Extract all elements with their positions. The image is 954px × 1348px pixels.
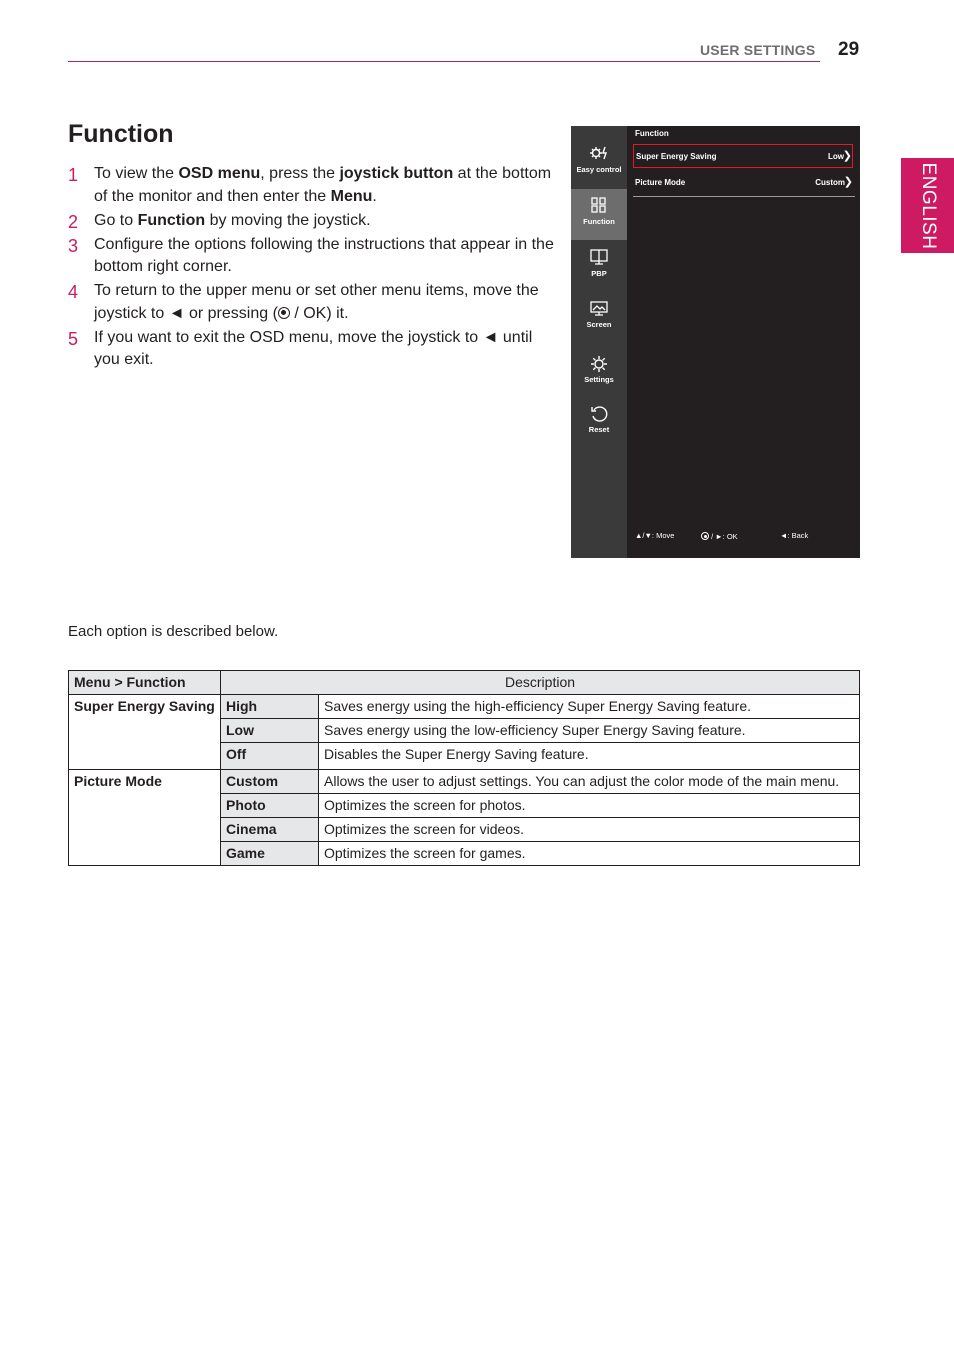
- intro-text: Each option is described below.: [68, 623, 279, 640]
- step-number: 4: [68, 282, 79, 302]
- osd-menu-screenshot: [571, 126, 860, 558]
- option-cell: Cinema: [221, 818, 319, 842]
- easy-control-icon: [571, 144, 627, 164]
- osd-sidebar-easy-control[interactable]: [571, 144, 627, 194]
- page-number: 29: [838, 39, 860, 60]
- step-emphasis: joystick button: [339, 165, 454, 182]
- table-header: Menu > Function: [69, 671, 221, 695]
- osd-row-super-energy-saving[interactable]: [633, 144, 853, 168]
- step-text: If you want to exit the OSD menu, move the joystick to ◄ until you exit.: [94, 328, 533, 368]
- description-cell: Saves energy using the low-efficiency Super Energy Saving feature.: [319, 719, 860, 743]
- osd-sidebar-label: Settings: [584, 375, 614, 384]
- step-text: Configure the options following the instructions that appear in the bottom right corner.: [94, 235, 554, 275]
- osd-sidebar-label: Function: [583, 217, 615, 226]
- table-header-row: [69, 671, 860, 695]
- osd-sidebar-screen[interactable]: [571, 299, 627, 349]
- osd-sidebar-reset[interactable]: [571, 404, 627, 454]
- function-icon: [571, 196, 627, 216]
- step-list: [68, 163, 558, 373]
- osd-sidebar-label: Screen: [586, 320, 612, 329]
- osd-content: [627, 126, 860, 558]
- description-cell: Optimizes the screen for photos.: [319, 794, 860, 818]
- osd-sidebar-pbp[interactable]: [571, 248, 627, 298]
- osd-heading: Function: [635, 129, 669, 138]
- osd-divider: [633, 196, 855, 197]
- step-number: 5: [68, 328, 79, 349]
- screen-icon: [571, 299, 627, 319]
- option-cell: Game: [221, 842, 319, 866]
- osd-sidebar-label: Reset: [588, 425, 610, 434]
- step-5: [68, 327, 558, 372]
- osd-footer-ok: [701, 532, 738, 541]
- step-text: To view the: [94, 165, 179, 182]
- description-cell: Saves energy using the high-efficiency Super Energy Saving feature.: [319, 695, 860, 719]
- option-cell: Off: [221, 743, 319, 770]
- section-title: USER SETTINGS: [700, 42, 816, 58]
- description-cell: Optimizes the screen for videos.: [319, 818, 860, 842]
- osd-sidebar-function[interactable]: [571, 189, 627, 240]
- table-row: [69, 770, 860, 794]
- osd-row-picture-mode[interactable]: [633, 171, 853, 195]
- option-cell: High: [221, 695, 319, 719]
- step-number: 2: [68, 211, 79, 232]
- header-rule: [68, 61, 820, 62]
- table-header: Description: [221, 671, 860, 695]
- reset-icon: [571, 404, 627, 424]
- table-row: [69, 695, 860, 719]
- osd-footer-move: ▲/▼: Move: [635, 531, 675, 540]
- step-number: 1: [68, 165, 79, 185]
- step-text: / OK) it.: [289, 304, 349, 322]
- page-title: Function: [68, 120, 174, 148]
- language-tab: [901, 158, 954, 253]
- osd-row-value: Low: [828, 152, 844, 161]
- step-text: , press the: [260, 165, 340, 182]
- step-1: [68, 163, 558, 208]
- step-text: To return to the upper menu or set other menu items, move the joystick to ◄ or pressing (: [94, 282, 539, 322]
- osd-footer-back: ◄: Back: [780, 531, 809, 540]
- osd-row-name: Super Energy Saving: [636, 152, 717, 161]
- step-2: [68, 210, 558, 233]
- settings-gear-icon: [571, 354, 627, 374]
- step-text: at the bottom of the monitor and then enter the: [94, 165, 552, 205]
- group-cell: Super Energy Saving: [69, 695, 221, 770]
- step-4: [68, 280, 558, 325]
- step-text: Go to: [94, 211, 138, 229]
- group-cell: Picture Mode: [69, 770, 221, 866]
- osd-sidebar-label: Easy control: [576, 165, 622, 174]
- osd-sidebar-settings[interactable]: [571, 354, 627, 404]
- step-3: [68, 234, 558, 279]
- joystick-ok-icon: [278, 307, 290, 319]
- step-emphasis: OSD menu: [178, 165, 261, 182]
- osd-sidebar-label: PBP: [591, 269, 607, 278]
- osd-sidebar: [571, 126, 627, 558]
- function-description-table: [68, 670, 860, 866]
- description-cell: Disables the Super Energy Saving feature.: [319, 743, 860, 770]
- description-cell: Allows the user to adjust settings. You can adjust the color mode of the main menu.: [319, 770, 860, 794]
- pbp-icon: [571, 248, 627, 268]
- option-cell: Photo: [221, 794, 319, 818]
- chevron-right-icon: ❯: [843, 176, 853, 188]
- step-emphasis: Function: [137, 211, 206, 229]
- option-cell: Low: [221, 719, 319, 743]
- step-emphasis: Menu: [330, 187, 373, 205]
- step-text: .: [372, 187, 377, 205]
- osd-row-value: Custom: [815, 178, 845, 187]
- joystick-ok-icon: [701, 532, 709, 540]
- step-text: by moving the joystick.: [205, 211, 371, 229]
- chevron-right-icon: ❯: [842, 150, 852, 162]
- option-cell: Custom: [221, 770, 319, 794]
- language-label: ENGLISH: [917, 162, 939, 249]
- osd-footer-ok-label: / ►: OK: [709, 532, 738, 541]
- osd-row-name: Picture Mode: [635, 178, 686, 187]
- description-cell: Optimizes the screen for games.: [319, 842, 860, 866]
- step-number: 3: [68, 235, 79, 256]
